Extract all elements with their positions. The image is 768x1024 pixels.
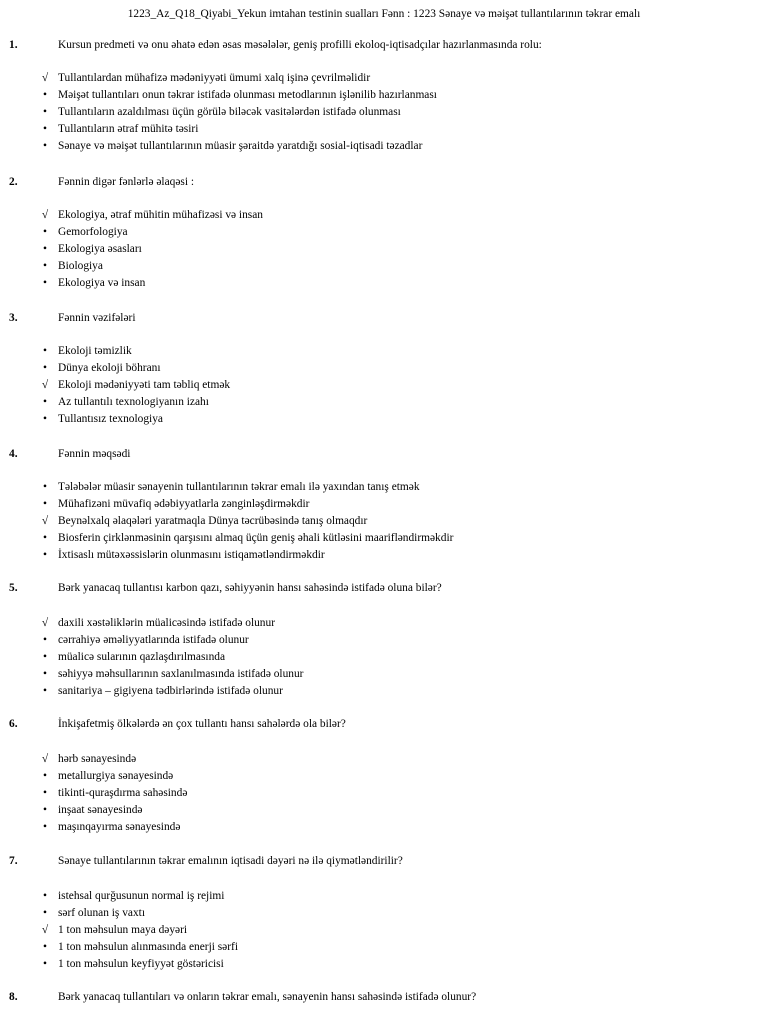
document-header: 1223_Az_Q18_Qiyabi_Yekun imtahan testinin sualları Fənn : 1223 Sənaye və məişət tullantılarının təkrar emalı [127, 8, 641, 20]
question-number: 8. [9, 991, 18, 1003]
answer-option[interactable] [0, 768, 768, 785]
option-text: Az tullantılı texnologiyanın izahı [58, 396, 209, 408]
option-text: hərb sənayesində [58, 753, 137, 765]
question-text: Kursun predmeti və onu əhatə edən əsas məsələlər, geniş profilli ekoloq-iqtisadçılar hazırlanmasında rolu: [58, 39, 542, 51]
answer-option[interactable] [0, 530, 768, 547]
question-number: 7. [9, 855, 18, 867]
bullet-icon: • [43, 532, 47, 544]
options-2 [0, 207, 768, 292]
options-1 [0, 70, 768, 155]
option-text: sərf olunan iş vaxtı [58, 907, 145, 919]
bullet-icon: • [43, 345, 47, 357]
answer-option[interactable] [0, 888, 768, 905]
bullet-icon: • [43, 941, 47, 953]
answer-option[interactable] [0, 905, 768, 922]
answer-option[interactable] [0, 70, 768, 87]
option-text: müalicə sularının qazlaşdırılmasında [58, 651, 226, 663]
option-text: tikinti-quraşdırma sahəsində [58, 787, 188, 799]
option-text: 1 ton məhsulun maya dəyəri [58, 924, 188, 936]
question-text: İnkişafetmiş ölkələrdə ən çox tullantı hansı sahələrdə ola bilər? [58, 718, 346, 730]
answer-option[interactable] [0, 394, 768, 411]
bullet-icon: • [43, 140, 47, 152]
option-text: Ekoloji mədəniyyəti tam təbliq etmək [58, 379, 231, 391]
check-mark-icon: √ [41, 209, 49, 221]
bullet-icon: • [43, 123, 47, 135]
option-text: Ekologiya və insan [58, 277, 146, 289]
option-text: sanitariya – gigiyena tədbirlərində istifadə olunur [58, 685, 283, 697]
question-5 [0, 580, 768, 597]
question-3 [0, 310, 768, 327]
question-number: 2. [9, 176, 18, 188]
bullet-icon: • [43, 106, 47, 118]
check-mark-icon: √ [41, 617, 49, 629]
option-text: Tullantılardan mühafizə mədəniyyəti ümumi xalq işinə çevrilməlidir [58, 72, 371, 84]
answer-option[interactable] [0, 360, 768, 377]
question-text: Bərk yanacaq tullantıları və onların təkrar emalı, sənayenin hansı sahəsində istifadə olunur? [58, 991, 477, 1003]
question-4 [0, 446, 768, 463]
answer-option[interactable] [0, 121, 768, 138]
bullet-icon: • [43, 787, 47, 799]
option-text: Sənaye və məişət tullantılarının müasir şəraitdə yaratdığı sosial-iqtisadi təzadlar [58, 140, 423, 152]
option-text: Gemorfologiya [58, 226, 128, 238]
bullet-icon: • [43, 89, 47, 101]
question-text: Bərk yanacaq tullantısı karbon qazı, səhiyyənin hansı sahəsində istifadə oluna bilər? [58, 582, 442, 594]
option-text: Ekoloji təmizlik [58, 345, 132, 357]
answer-option[interactable] [0, 683, 768, 700]
option-text: maşınqayırma sənayesində [58, 821, 181, 833]
answer-option[interactable] [0, 377, 768, 394]
option-text: səhiyyə məhsullarının saxlanılmasında istifadə olunur [58, 668, 304, 680]
bullet-icon: • [43, 260, 47, 272]
answer-option[interactable] [0, 207, 768, 224]
question-number: 1. [9, 39, 18, 51]
answer-option[interactable] [0, 224, 768, 241]
option-text: istehsal qurğusunun normal iş rejimi [58, 890, 225, 902]
bullet-icon: • [43, 362, 47, 374]
bullet-icon: • [43, 243, 47, 255]
answer-option[interactable] [0, 496, 768, 513]
bullet-icon: • [43, 413, 47, 425]
options-7 [0, 888, 768, 973]
answer-option[interactable] [0, 241, 768, 258]
question-number: 4. [9, 448, 18, 460]
answer-option[interactable] [0, 479, 768, 496]
question-1 [0, 37, 768, 54]
options-5 [0, 615, 768, 700]
bullet-icon: • [43, 907, 47, 919]
options-6 [0, 751, 768, 836]
question-6 [0, 716, 768, 733]
option-text: Tələbələr müasir sənayenin tullantılarının təkrar emalı ilə yaxından tanış etmək [58, 481, 420, 493]
option-text: Beynəlxalq əlaqələri yaratmaqla Dünya təcrübəsində tanış olmaqdır [58, 515, 368, 527]
option-text: Tullantıların azaldılması üçün görülə biləcək vasitələrdən istifadə olunması [58, 106, 401, 118]
answer-option[interactable] [0, 104, 768, 121]
option-text: Məişət tullantıları onun təkrar istifadə olunması metodlarının işlənilib hazırlanması [58, 89, 437, 101]
option-text: Tullantıların ətraf mühitə təsiri [58, 123, 199, 135]
answer-option[interactable] [0, 411, 768, 428]
question-text: Fənnin vəzifələri [58, 312, 136, 324]
option-text: Biosferin çirklənməsinin qarşısını almaq üçün geniş əhali kütləsini maarifləndirməkdir [58, 532, 454, 544]
answer-option[interactable] [0, 547, 768, 564]
option-text: Biologiya [58, 260, 103, 272]
answer-option[interactable] [0, 138, 768, 155]
question-number: 6. [9, 718, 18, 730]
bullet-icon: • [43, 226, 47, 238]
bullet-icon: • [43, 481, 47, 493]
answer-option[interactable] [0, 258, 768, 275]
answer-option[interactable] [0, 632, 768, 649]
bullet-icon: • [43, 890, 47, 902]
bullet-icon: • [43, 498, 47, 510]
bullet-icon: • [43, 821, 47, 833]
answer-option[interactable] [0, 751, 768, 768]
option-text: Ekologiya, ətraf mühitin mühafizəsi və insan [58, 209, 263, 221]
answer-option[interactable] [0, 939, 768, 956]
answer-option[interactable] [0, 87, 768, 104]
answer-option[interactable] [0, 802, 768, 819]
option-text: metallurgiya sənayesində [58, 770, 174, 782]
bullet-icon: • [43, 549, 47, 561]
bullet-icon: • [43, 770, 47, 782]
question-2 [0, 174, 768, 191]
answer-option[interactable] [0, 819, 768, 836]
answer-option[interactable] [0, 343, 768, 360]
bullet-icon: • [43, 958, 47, 970]
bullet-icon: • [43, 277, 47, 289]
option-text: inşaat sənayesində [58, 804, 143, 816]
bullet-icon: • [43, 651, 47, 663]
option-text: Dünya ekoloji böhranı [58, 362, 161, 374]
check-mark-icon: √ [41, 515, 49, 527]
check-mark-icon: √ [41, 379, 49, 391]
question-text: Fənnin məqsədi [58, 448, 131, 460]
question-number: 5. [9, 582, 18, 594]
option-text: Ekologiya əsasları [58, 243, 142, 255]
bullet-icon: • [43, 396, 47, 408]
question-number: 3. [9, 312, 18, 324]
question-7 [0, 853, 768, 870]
option-text: Mühafizəni müvafiq ədəbiyyatlarla zənginləşdirməkdir [58, 498, 310, 510]
question-8 [0, 989, 768, 1006]
answer-option[interactable] [0, 666, 768, 683]
option-text: 1 ton məhsulun keyfiyyət göstəricisi [58, 958, 224, 970]
answer-option[interactable] [0, 785, 768, 802]
check-mark-icon: √ [41, 924, 49, 936]
option-text: daxili xəstəliklərin müalicəsində istifadə olunur [58, 617, 275, 629]
option-text: 1 ton məhsulun alınmasında enerji sərfi [58, 941, 238, 953]
answer-option[interactable] [0, 513, 768, 530]
option-text: Tullantısız texnologiya [58, 413, 163, 425]
bullet-icon: • [43, 634, 47, 646]
answer-option[interactable] [0, 275, 768, 292]
answer-option[interactable] [0, 615, 768, 632]
check-mark-icon: √ [41, 753, 49, 765]
bullet-icon: • [43, 685, 47, 697]
question-text: Fənnin digər fənlərlə əlaqəsi : [58, 176, 195, 188]
option-text: cərrahiyə əməliyyatlarında istifadə olunur [58, 634, 249, 646]
options-3 [0, 343, 768, 428]
bullet-icon: • [43, 668, 47, 680]
answer-option[interactable] [0, 649, 768, 666]
answer-option[interactable] [0, 922, 768, 939]
check-mark-icon: √ [41, 72, 49, 84]
options-4 [0, 479, 768, 564]
question-text: Sənaye tullantılarının təkrar emalının iqtisadi dəyəri nə ilə qiymətləndirilir? [58, 855, 403, 867]
answer-option[interactable] [0, 956, 768, 973]
option-text: İxtisaslı mütəxəssislərin olunmasını istiqamətləndirməkdir [58, 549, 325, 561]
bullet-icon: • [43, 804, 47, 816]
